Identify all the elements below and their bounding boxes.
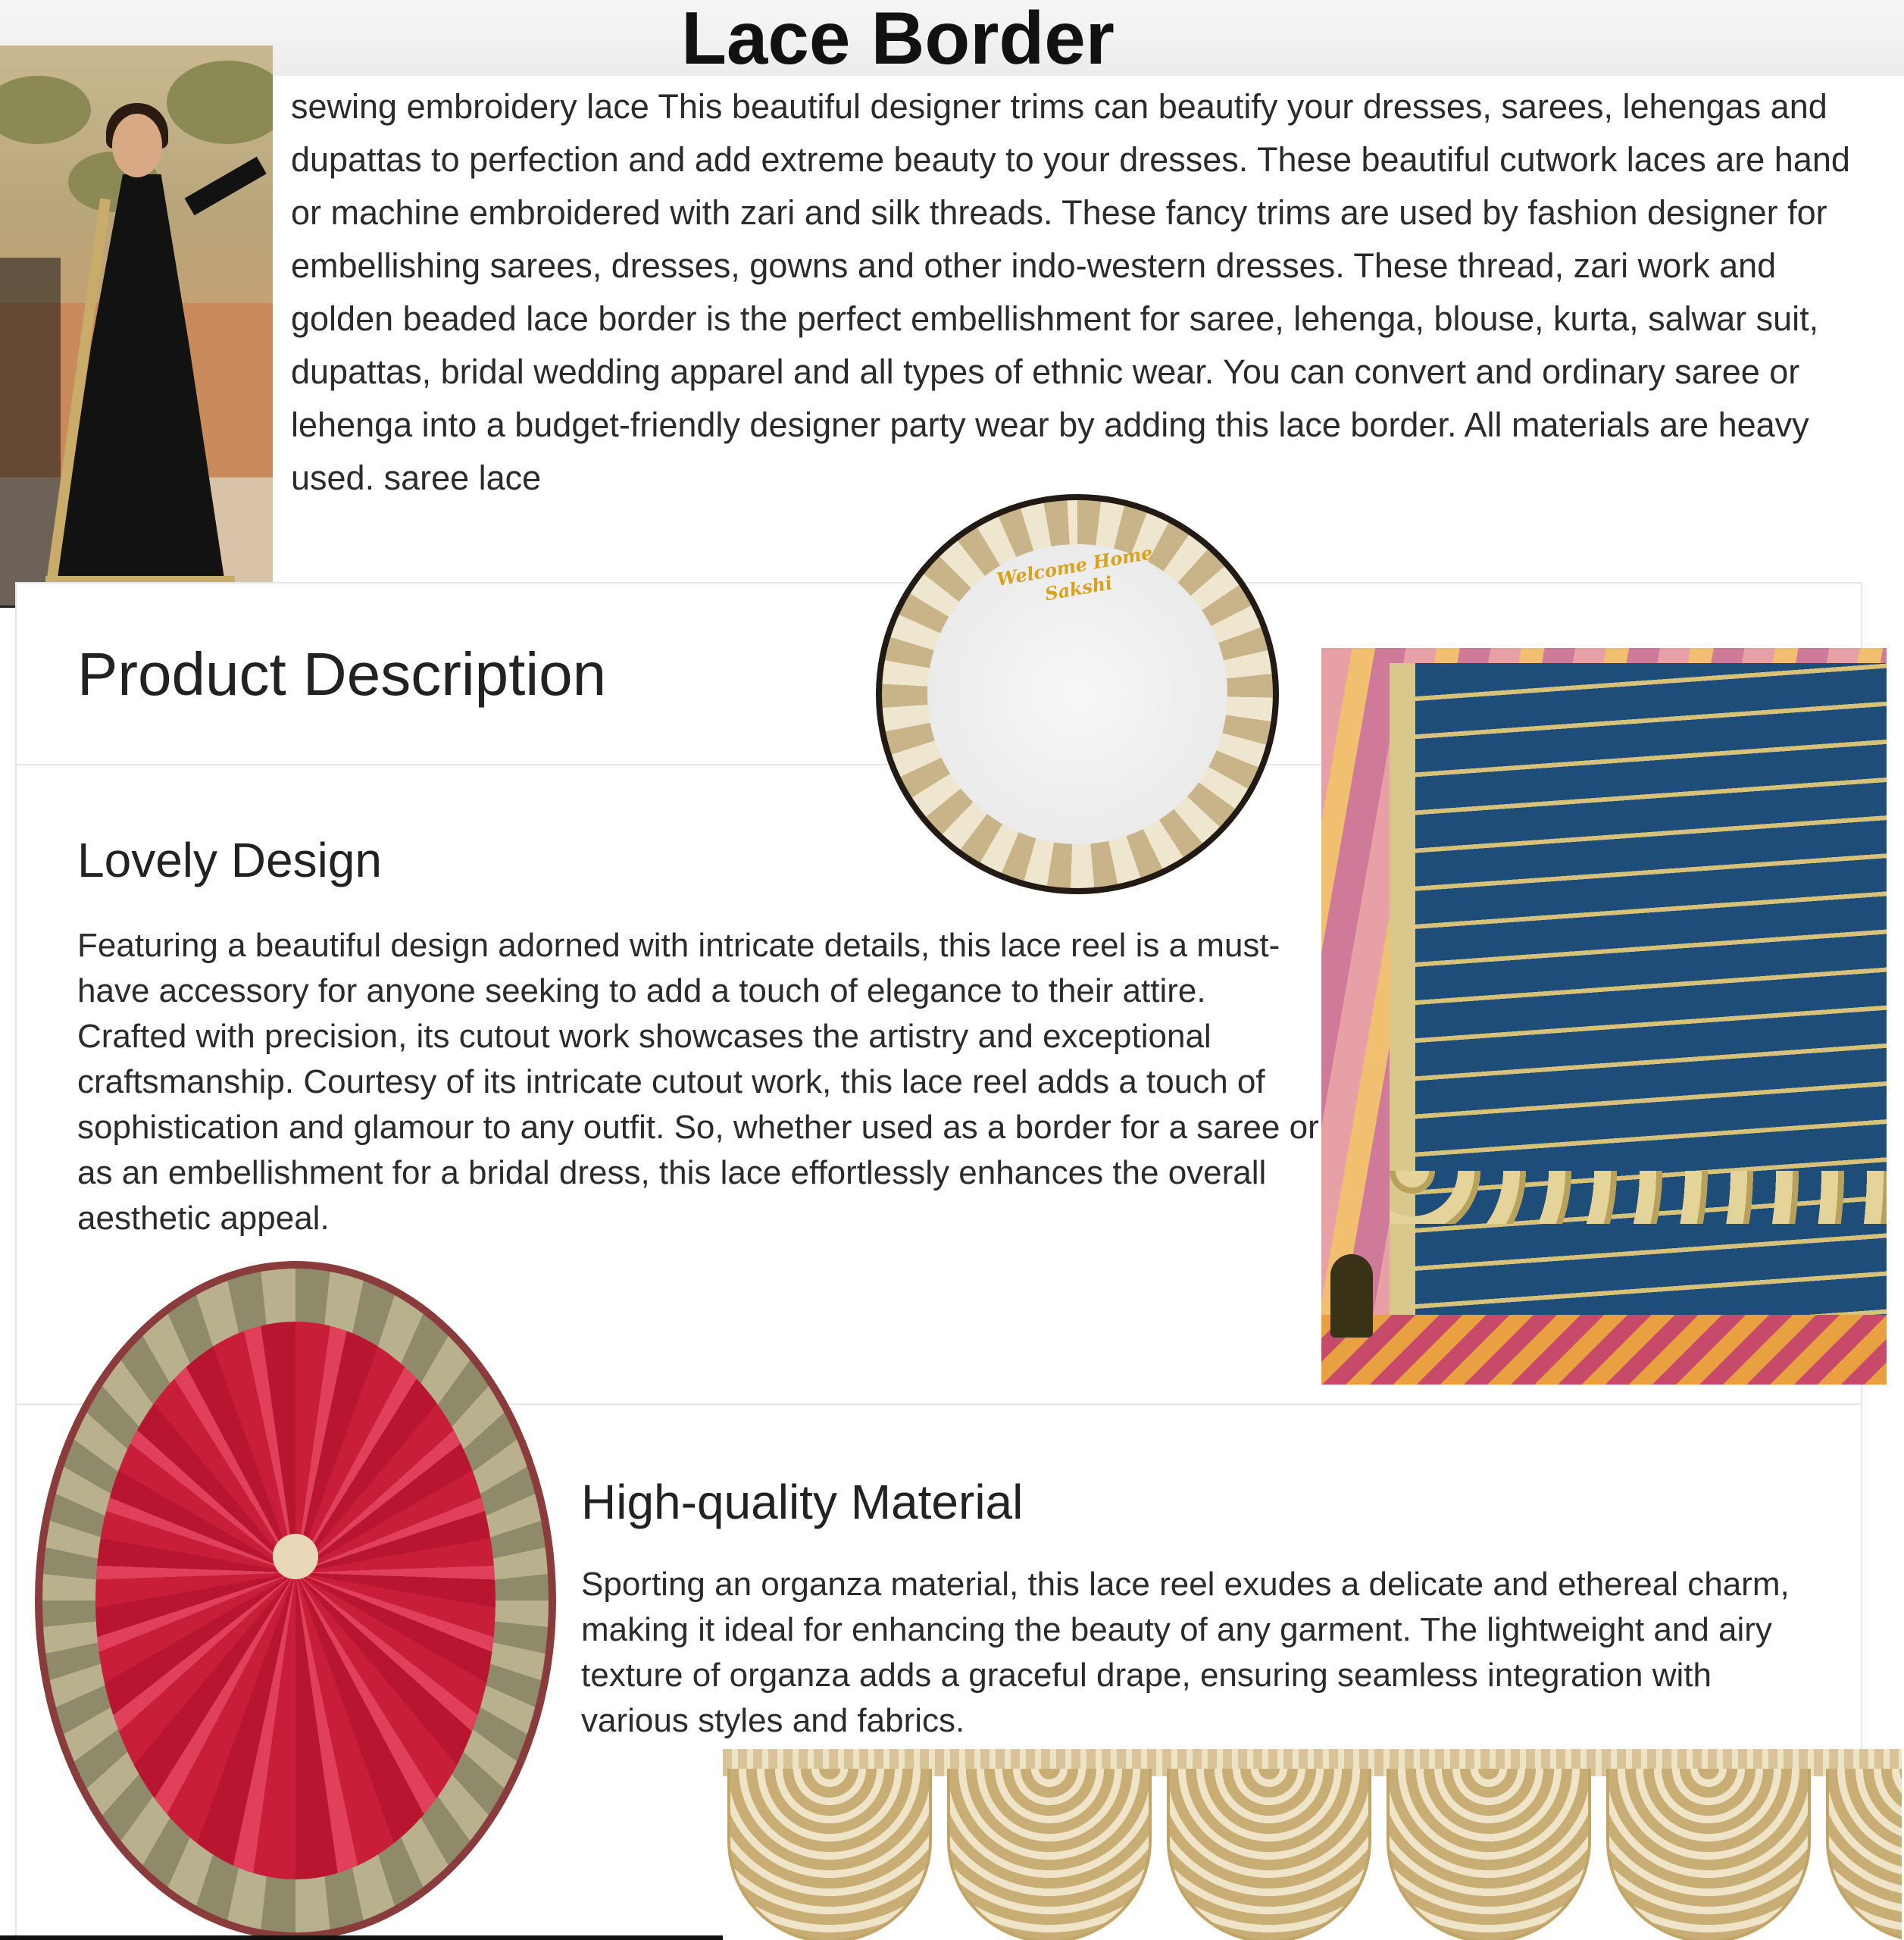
frame-text: Welcome Home Sakshi bbox=[995, 541, 1155, 605]
round-lace-frame-photo bbox=[876, 494, 1279, 894]
gold-lace-strip-photo bbox=[723, 1749, 1902, 1940]
lovely-design-text: Featuring a beautiful design adorned with intricate details, this lace reel is a must-have accessory for anyone seeking to add a touch of elegance to their attire. Crafted with precision, its cutout work showcases the artistry and exceptional craftsmanship. Courtesy of its intricate cutout work, this lace reel adds a touch of sophistication and glamour to any outfit. So, whether used as a border for a saree or as an embellishment for a bridal dress, this lace effortlessly enhances the overall aesthetic appeal. bbox=[77, 927, 1319, 1237]
bottom-rule bbox=[0, 1935, 723, 1940]
page-title: Lace Border bbox=[681, 0, 1115, 80]
blue-saree-photo bbox=[1321, 648, 1887, 1385]
high-quality-material-heading: High-quality Material bbox=[581, 1475, 1024, 1529]
red-dress-photo bbox=[35, 1261, 556, 1940]
woman-black-suit-photo bbox=[0, 45, 273, 608]
high-quality-material-text: Sporting an organza material, this lace reel exudes a delicate and ethereal charm, making it ideal for enhancing the beauty of any garment. The lightweight and airy texture of organza adds a graceful drape, ensuring seamless integration with various styles and fabrics. bbox=[581, 1566, 1790, 1739]
lovely-design-heading: Lovely Design bbox=[77, 833, 382, 887]
intro-paragraph: sewing embroidery lace This beautiful designer trims can beautify your dresses, sarees, lehengas and dupattas to perfection and add extreme beauty to your dresses. These beautiful cutwork laces are hand or machine embroidered with zari and silk threads. These fancy trims are used by fashion designer for embellishing sarees, dresses, gowns and other indo-western dresses. These thread, zari work and golden beaded lace border is the perfect embellishment for saree, lehenga, blouse, kurta, salwar suit, dupattas, bridal wedding apparel and all types of ethnic wear. You can convert and ordinary saree or lehenga into a budget-friendly designer party wear by adding this lace border. All materials are heavy used. saree lace bbox=[291, 87, 1850, 497]
product-description-heading: Product Description bbox=[77, 640, 607, 708]
